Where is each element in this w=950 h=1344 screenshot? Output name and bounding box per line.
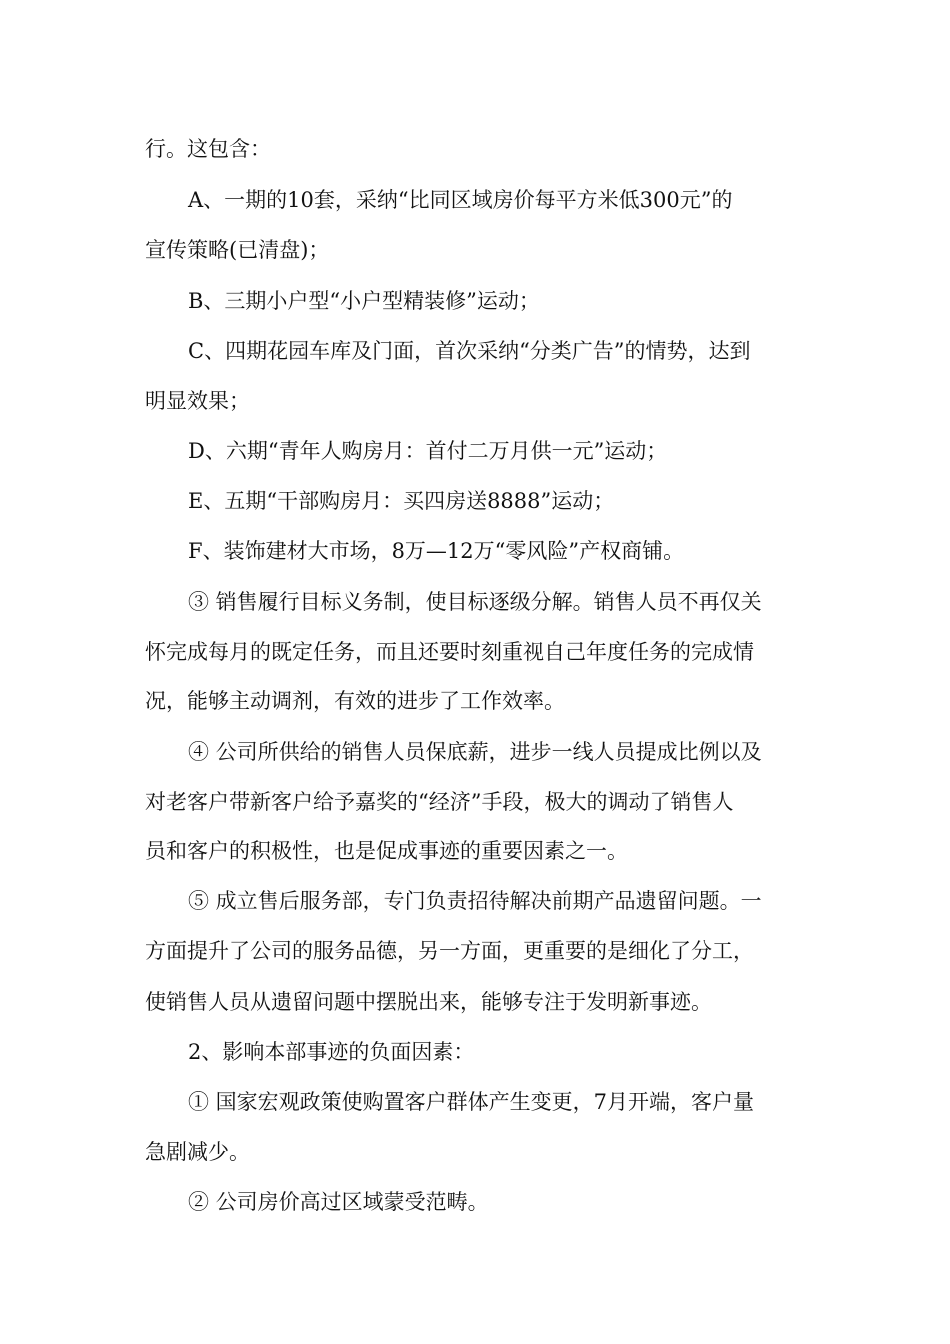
text-line: 方面提升了公司的服务品德，另一方面，更重要的是细化了分工， xyxy=(145,939,754,963)
text-line: ② 公司房价高过区域蒙受范畴。 xyxy=(188,1190,489,1214)
text-line: 对老客户带新客户给予嘉奖的“经济”手段，极大的调动了销售人 xyxy=(145,790,734,814)
text-line: 员和客户的积极性，也是促成事迹的重要因素之一。 xyxy=(145,839,628,863)
text-line: 怀完成每月的既定任务，而且还要时刻重视自己年度任务的完成情 xyxy=(145,640,754,664)
text-line: ④ 公司所供给的销售人员保底薪，进步一线人员提成比例以及 xyxy=(188,740,762,764)
text-line: 急剧减少。 xyxy=(145,1140,250,1164)
text-line: ① 国家宏观政策使购置客户群体产生变更，7月开端，客户量 xyxy=(188,1090,755,1114)
text-line: C、四期花园车库及门面，首次采纳“分类广告”的情势，达到 xyxy=(188,339,751,363)
text-line: ⑤ 成立售后服务部，专门负责招待解决前期产品遗留问题。一 xyxy=(188,889,762,913)
text-line: 使销售人员从遗留问题中摆脱出来，能够专注于发明新事迹。 xyxy=(145,990,712,1014)
text-line: E、五期“干部购房月：买四房送8888”运动； xyxy=(188,489,615,513)
text-line: ③ 销售履行目标义务制，使目标逐级分解。销售人员不再仅关 xyxy=(188,590,762,614)
text-line: 宣传策略(已清盘)； xyxy=(145,238,330,262)
text-line: D、六期“青年人购房月：首付二万月供一元”运动； xyxy=(188,439,668,463)
text-line: 况，能够主动调剂，有效的进步了工作效率。 xyxy=(145,689,565,713)
text-line: A、一期的10套，采纳“比同区域房价每平方米低300元”的 xyxy=(188,188,733,212)
text-line: 明显效果； xyxy=(145,389,250,413)
text-line: 2、影响本部事迹的负面因素： xyxy=(188,1040,475,1064)
text-line: F、装饰建材大市场，8万—12万“零风险”产权商铺。 xyxy=(188,539,685,563)
text-line: B、三期小户型“小户型精装修”运动； xyxy=(188,289,540,313)
text-line: 行。这包含： xyxy=(145,137,271,161)
